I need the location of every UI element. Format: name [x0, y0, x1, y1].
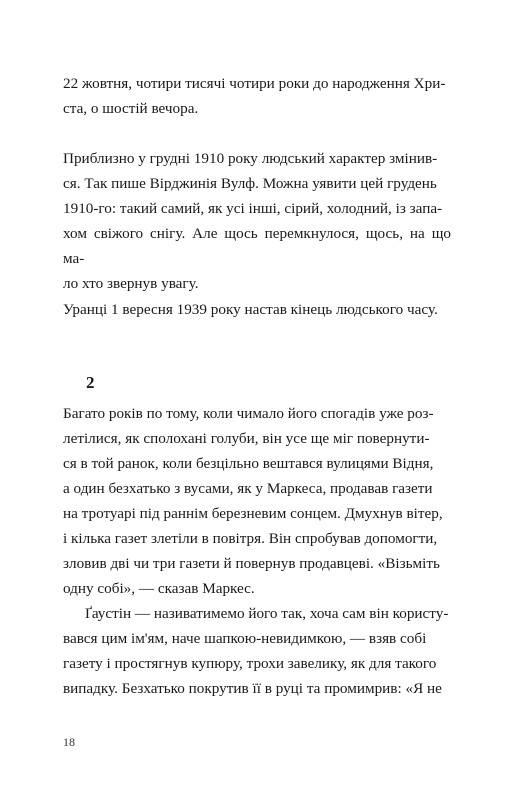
text-line: зловив дві чи три газети й повернув продавцеві. «Візьміть	[63, 555, 440, 572]
paragraph-3	[63, 297, 451, 322]
paragraph-5	[63, 601, 451, 701]
text-line: Уранці 1 вересня 1939 року настав кінець людського часу.	[63, 301, 438, 318]
text-line: ся в той ранок, коли безцільно вештався вулицями Відня,	[63, 455, 434, 472]
paragraph-2	[63, 146, 451, 296]
text-line: хом свіжого снігу. Але щось перемкнулося, щось, на що ма-	[63, 225, 451, 267]
text-line: летілися, як сполохані голуби, він усе ще міг повернути-	[63, 430, 430, 447]
text-line: 1910-го: такий самий, як усі інші, сірий, холодний, із запа-	[63, 200, 443, 217]
text-line: Багато років по тому, коли чимало його спогадів уже роз-	[63, 405, 434, 422]
text-line: на тротуарі під раннім березневим сонцем. Дмухнув вітер,	[63, 505, 443, 522]
text-line: ста, о шостій вечора.	[63, 100, 199, 117]
text-line: Приблизно у грудні 1910 року людський характер змінив-	[63, 150, 438, 167]
text-line: Ґаустін — називатимемо його так, хоча сам він користу-	[85, 605, 449, 622]
text-line: ся. Так пише Вірджинія Вулф. Можна уявити цей грудень	[63, 175, 437, 192]
text-line: ло хто звернув увагу.	[63, 275, 199, 292]
text-line: вався цим ім'ям, наче шапкою-невидимкою, — взяв собі	[63, 630, 427, 647]
text-line: а один безхатько з вусами, як у Маркеса, продавав газети	[63, 480, 433, 497]
text-line: 22 жовтня, чотири тисячі чотири роки до народження Хри-	[63, 75, 446, 92]
page-number: 18	[63, 735, 75, 749]
text-line: одну собі», — сказав Маркес.	[63, 580, 255, 597]
text-line: випадку. Безхатько покрутив її в руці та промимрив: «Я не	[63, 680, 442, 697]
paragraph-4	[63, 401, 451, 601]
paragraph-1	[63, 71, 451, 121]
text-line: і кілька газет злетіли в повітря. Він спробував допомогти,	[63, 530, 438, 547]
section-number: 2	[86, 373, 95, 392]
text-line: газету і простягнув купюру, трохи завелику, як для такого	[63, 655, 437, 672]
